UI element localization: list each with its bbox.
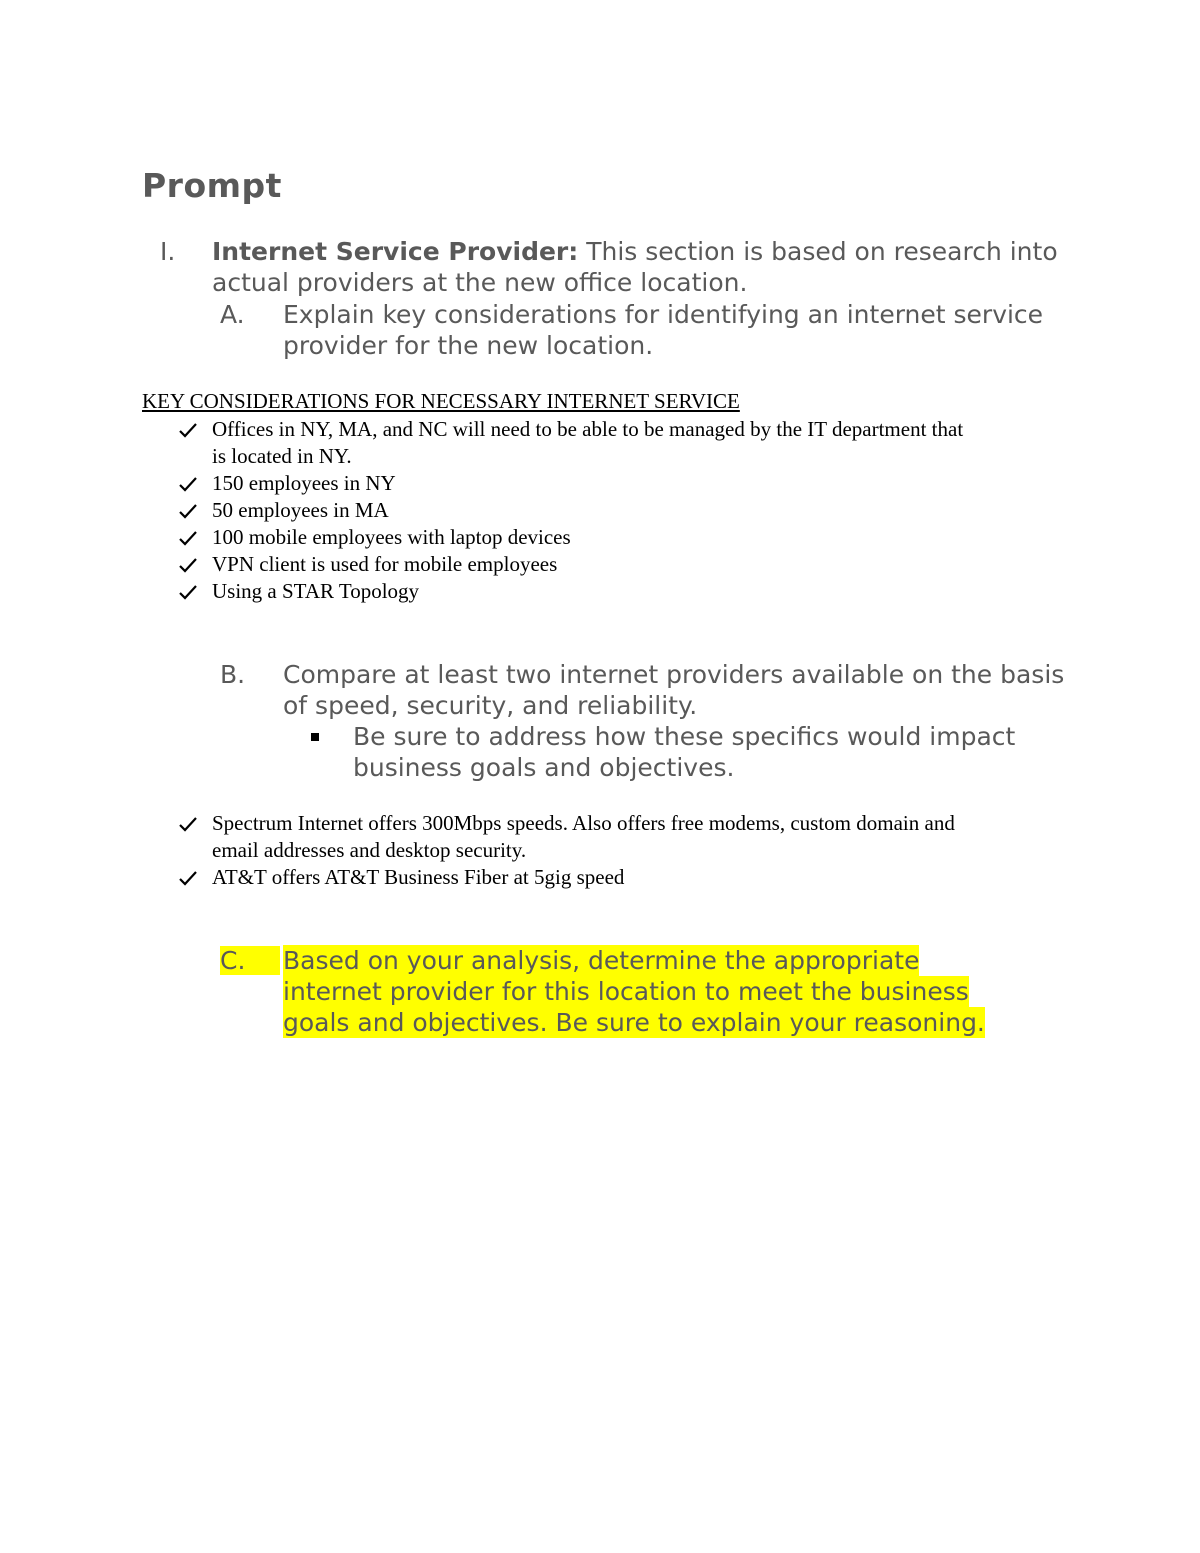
check-icon xyxy=(178,869,198,889)
check-icon xyxy=(178,583,198,603)
list-item: VPN client is used for mobile employees xyxy=(212,552,558,576)
check-icon xyxy=(178,421,198,441)
list-item xyxy=(212,810,1072,864)
list-item-line: is located in NY. xyxy=(212,444,352,468)
list-item: AT&T offers AT&T Business Fiber at 5gig speed xyxy=(212,865,625,889)
section-i-body: This section is based on research into actual providers at the new office location. xyxy=(212,237,1058,297)
list-item-line: Spectrum Internet offers 300Mbps speeds. Also offers free modems, custom domain and xyxy=(212,811,955,835)
section-b-text: Compare at least two internet providers available on the basis of speed, security, and reliability. xyxy=(283,660,1065,720)
section-i-marker: I. xyxy=(160,237,176,266)
section-a-marker: A. xyxy=(220,300,245,329)
list-item: 50 employees in MA xyxy=(212,498,389,522)
list-item: Using a STAR Topology xyxy=(212,579,420,603)
section-i-text xyxy=(212,236,1072,298)
section-c-marker-highlight: C. xyxy=(220,946,280,975)
section-b-sub-bullet: Be sure to address how these specifics would impact business goals and objectives. xyxy=(353,722,1016,782)
check-icon xyxy=(178,502,198,522)
page-title: Prompt xyxy=(142,166,282,205)
list-item-line: Offices in NY, MA, and NC will need to be able to be managed by the IT department that xyxy=(212,417,964,441)
section-c-line: Based on your analysis, determine the appropriate xyxy=(283,946,920,975)
section-c-line: internet provider for this location to meet the business xyxy=(283,977,969,1006)
check-icon xyxy=(178,475,198,495)
check-icon xyxy=(178,815,198,835)
section-c-text xyxy=(283,945,1073,1038)
section-a-text: Explain key considerations for identifying an internet service provider for the new location. xyxy=(283,300,1044,360)
section-c-line: goals and objectives. Be sure to explain your reasoning. xyxy=(283,1008,985,1037)
square-bullet-icon xyxy=(311,733,319,741)
list-item-line: email addresses and desktop security. xyxy=(212,838,527,862)
section-b-marker: B. xyxy=(220,660,246,689)
section-i-label: Internet Service Provider: xyxy=(212,237,579,266)
section-c-marker xyxy=(220,945,280,976)
list-item: 100 mobile employees with laptop devices xyxy=(212,525,571,549)
check-icon xyxy=(178,556,198,576)
check-icon xyxy=(178,529,198,549)
key-considerations-title: KEY CONSIDERATIONS FOR NECESSARY INTERNET SERVICE xyxy=(142,389,740,413)
list-item xyxy=(212,416,1072,470)
list-item: 150 employees in NY xyxy=(212,471,396,495)
